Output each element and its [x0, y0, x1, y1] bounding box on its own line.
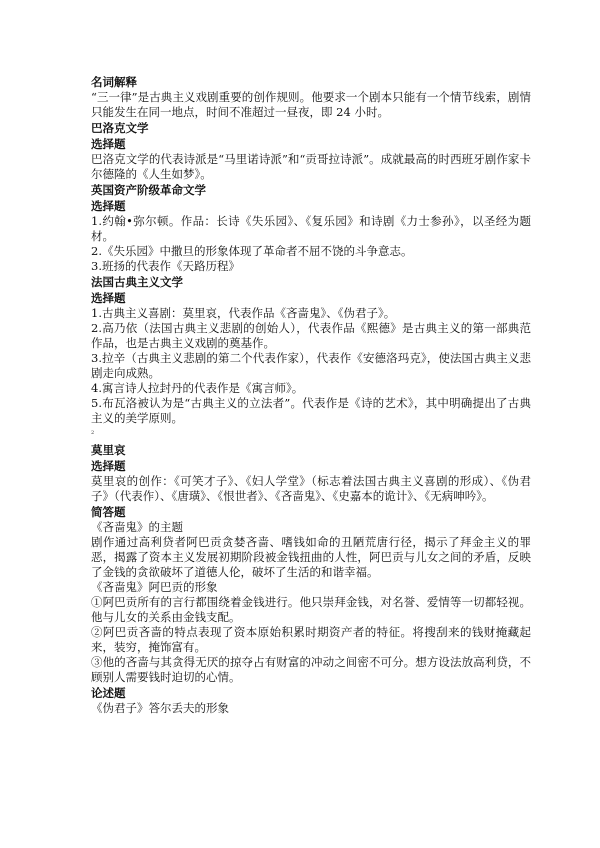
section-heading-french-classicism: 法国古典主义文学 — [91, 275, 183, 289]
essay-title: 《伪君子》答尔丢夫的形象 — [91, 701, 229, 715]
list-item: ③他的吝啬与其贪得无厌的掠夺占有财富的冲动之间密不可分。想方设法放高利贷，不顾别人需要钱时迫切的心情。 — [91, 655, 531, 684]
subheading-choice: 选择题 — [91, 137, 126, 151]
theme-paragraph: 剧作通过高利贷者阿巴贡贪婪吝啬、嗜钱如命的丑陋荒唐行径，揭示了拜金主义的罪恶，揭露了资本主义发展初期阶段被金钱扭曲的人性，阿巴贡与儿女之间的矛盾，反映了金钱的贪欲破坏了道德人伦，破坏了生活的和谐幸福。 — [91, 535, 531, 579]
list-item: 5.布瓦洛被认为是“古典主义的立法者”。代表作是《诗的艺术》，其中明确提出了古典主义的美学原则。 — [91, 396, 531, 425]
baroque-paragraph: 巴洛克文学的代表诗派是“马里诺诗派”和“贡哥拉诗派”。成就最高的时西班牙剧作家卡尔德隆的《人生如梦》。 — [91, 152, 531, 181]
section-heading-english-revolution: 英国资产阶级革命文学 — [91, 183, 206, 197]
list-item: 4.寓言诗人拉封丹的代表作是《寓言师》。 — [91, 381, 304, 395]
terms-paragraph: “三一律”是古典主义戏剧重要的创作规则。他要求一个剧本只能有一个情节线索，剧情只能发生在同一地点，时间不准超过一昼夜，即 24 小时。 — [91, 90, 531, 119]
list-item: 3.拉辛（古典主义悲剧的第二个代表作家），代表作《安德洛玛克》，使法国古典主义悲剧走向成熟。 — [91, 351, 531, 380]
section-heading-moliere: 莫里哀 — [91, 443, 126, 457]
moliere-works-paragraph: 莫里哀的创作：《可笑才子》、《妇人学堂》（标志着法国古典主义喜剧的形成）、《伪君子》（代表作）、《唐璜》、《恨世者》、《吝啬鬼》、《史嘉本的诡计》、《无病呻吟》。 — [91, 474, 531, 503]
section-heading-terms: 名词解释 — [91, 75, 137, 89]
character-title: 《吝啬鬼》阿巴贡的形象 — [91, 580, 218, 594]
section-heading-baroque: 巴洛克文学 — [91, 121, 149, 135]
page-number: 2 — [91, 430, 95, 436]
list-item: 1.约翰•弥尔顿。作品：长诗《失乐园》、《复乐园》和诗剧《力士参孙》，以圣经为题材。 — [91, 214, 531, 243]
list-item: ②阿巴贡吝啬的特点表现了资本原始积累时期资产者的特征。将搜刮来的钱财掩藏起来，装穷，掩饰富有。 — [91, 625, 531, 654]
subheading-choice: 选择题 — [91, 459, 126, 473]
list-item: 3.班扬的代表作《天路历程》 — [91, 259, 240, 273]
theme-title: 《吝啬鬼》的主题 — [91, 520, 183, 534]
list-item: 2.高乃依（法国古典主义悲剧的创始人），代表作品《熙德》是古典主义的第一部典范作品，也是古典主义戏剧的奠基作。 — [91, 321, 531, 350]
subheading-short-answer: 简答题 — [91, 505, 126, 519]
list-item: 2.《失乐园》中撒旦的形象体现了革命者不屈不饶的斗争意志。 — [91, 244, 413, 258]
list-item: ①阿巴贡所有的言行都围绕着金钱进行。他只崇拜金钱，对名誉、爱情等一切都轻视。他与儿女的关系由金钱支配。 — [91, 595, 531, 624]
document-page — [91, 74, 531, 716]
subheading-choice: 选择题 — [91, 291, 126, 305]
list-item: 1.古典主义喜剧：莫里哀，代表作品《吝啬鬼》、《伪君子》。 — [91, 306, 396, 320]
subheading-essay: 论述题 — [91, 686, 126, 700]
subheading-choice: 选择题 — [91, 199, 126, 213]
